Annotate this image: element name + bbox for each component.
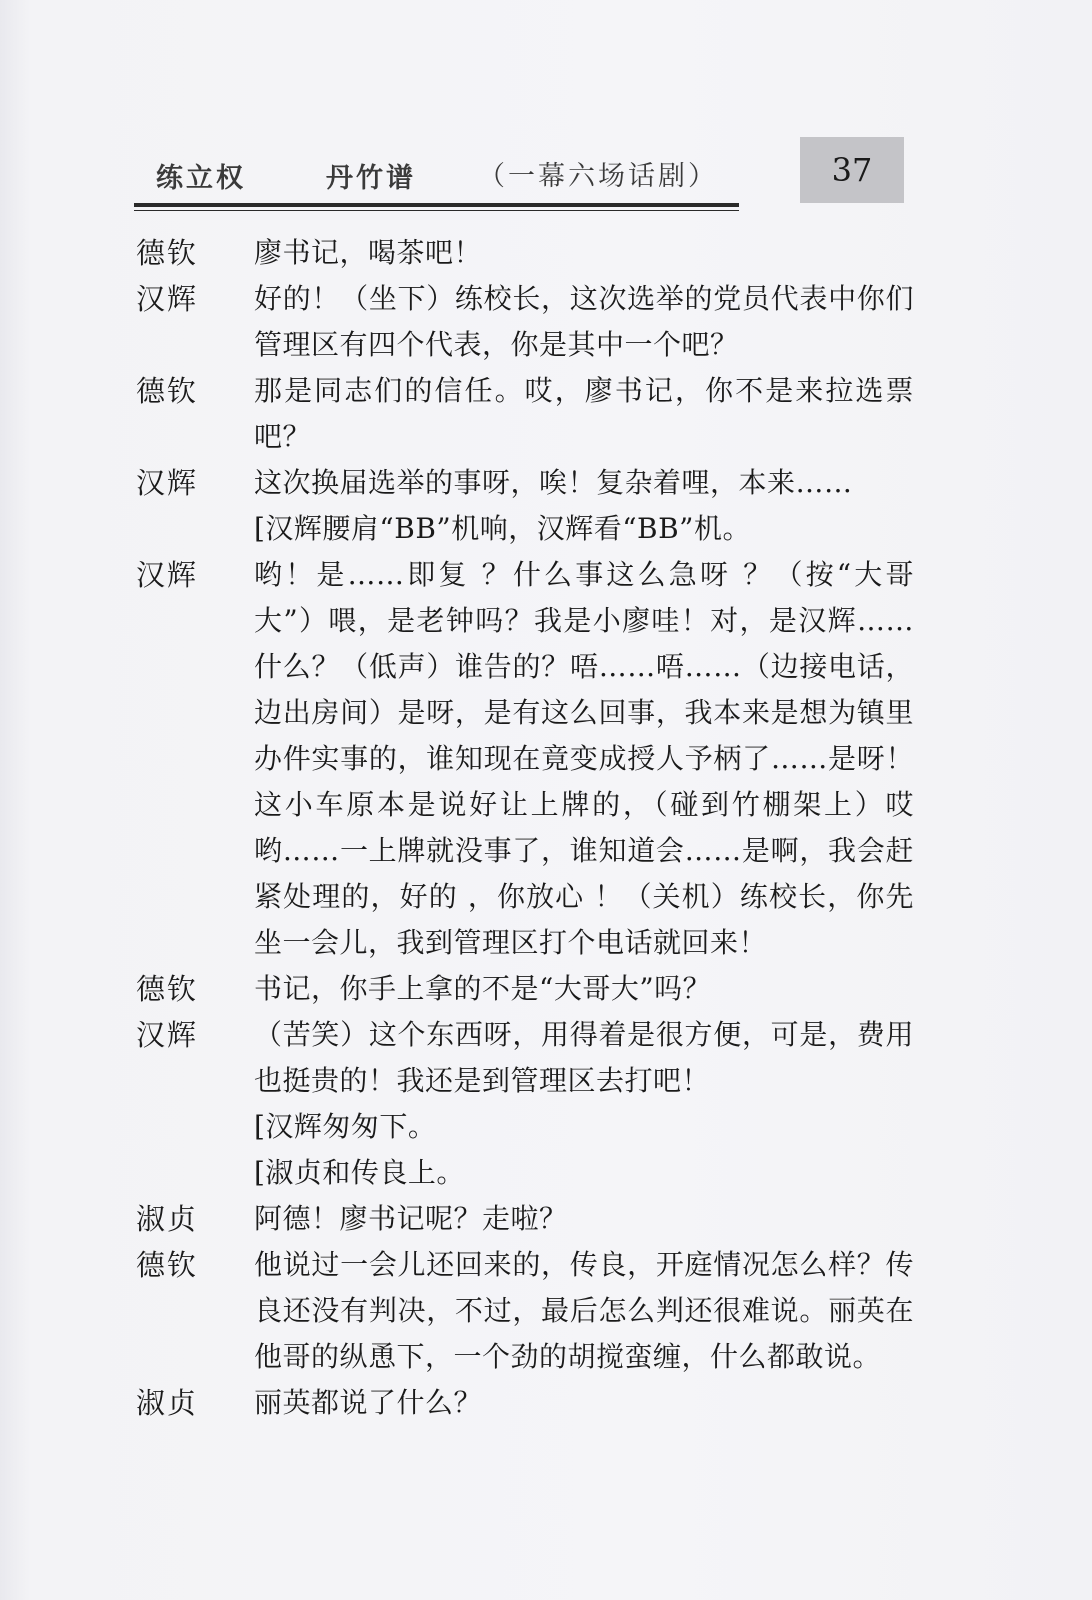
dialogue-text: 好的！（坐下）练校长，这次选举的党员代表中你们管理区有四个代表，你是其中一个吧？: [254, 282, 914, 361]
dialogue-line: [136, 1196, 936, 1242]
header-rule-thick: [134, 203, 739, 207]
header-work-title: 丹竹谱: [326, 163, 416, 194]
header-author: 练立权: [156, 163, 246, 194]
dialogue-line: [136, 460, 936, 506]
speaker-name: 汉辉: [136, 1018, 199, 1052]
dialogue-text: 他说过一会儿还回来的，传良，开庭情况怎么样？传良还没有判决，不过，最后怎么判还很难说。丽英在他哥的纵恿下，一个劲的胡搅蛮缠，什么都敢说。: [254, 1248, 914, 1373]
dialogue-line: [136, 368, 936, 460]
dialogue-line: [136, 1012, 936, 1104]
dialogue-text: 哟！是……即复 ？什么事这么急呀 ？（按“大哥大”）喂，是老钟吗？我是小廖哇！对，是汉辉……什么？（低声）谁告的？唔……唔……（边接电话，边出房间）是呀，是有这么回事，我本来是想为镇里办件实事的，谁知现在竟变成授人予柄了……是呀！这小车原本是说好让上牌的，（碰到竹棚架上）哎哟……一上牌就没事了，谁知道会……是啊，我会赶紧处理的，好的 ，你放心 ！（关机）练校长，你先坐一会儿，我到管理区打个电话就回来！: [254, 558, 914, 959]
dialogue-line: [136, 966, 936, 1012]
stage-direction: [汉辉腰肩“BB”机响，汉辉看“BB”机。: [254, 512, 751, 545]
speaker-name: 德钦: [136, 1248, 199, 1282]
running-header: [138, 150, 738, 192]
dialogue-line: [136, 1242, 936, 1380]
dialogue-text: 那是同志们的信任。哎，廖书记，你不是来拉选票吧？: [254, 374, 914, 453]
page-number: 37: [800, 137, 904, 203]
dialogue-text: 阿德！廖书记呢？走啦？: [254, 1202, 568, 1235]
speaker-name: 淑贞: [136, 1202, 199, 1236]
speaker-name: 汉辉: [136, 466, 199, 500]
stage-direction: [汉辉匆匆下。: [254, 1110, 437, 1143]
dialogue-text: 丽英都说了什么？: [254, 1386, 483, 1419]
speaker-name: 淑贞: [136, 1386, 199, 1420]
dialogue-text: 这次换届选举的事呀，唉！复杂着哩，本来……: [254, 466, 853, 499]
speaker-name: 德钦: [136, 236, 199, 270]
dialogue-line: [136, 230, 936, 276]
dialogue-text: 廖书记，喝茶吧！: [254, 236, 483, 269]
dialogue-line: [136, 276, 936, 368]
dialogue-line: [136, 552, 936, 966]
dialogue-body: [136, 230, 936, 1426]
dialogue-text: （苦笑）这个东西呀，用得着是很方便，可是，费用也挺贵的！我还是到管理区去打吧！: [254, 1018, 914, 1097]
speaker-name: 汉辉: [136, 558, 199, 592]
dialogue-text: 书记，你手上拿的不是“大哥大”吗？: [254, 972, 712, 1005]
stage-direction: [淑贞和传良上。: [254, 1156, 465, 1189]
dialogue-line: [136, 1380, 936, 1426]
header-genre: （一幕六场话剧）: [478, 161, 718, 192]
speaker-name: 德钦: [136, 374, 199, 408]
header-rule-thin: [134, 210, 739, 211]
dialogue-line: [136, 506, 936, 552]
speaker-name: 汉辉: [136, 282, 199, 316]
dialogue-line: [136, 1150, 936, 1196]
dialogue-line: [136, 1104, 936, 1150]
speaker-name: 德钦: [136, 972, 199, 1006]
